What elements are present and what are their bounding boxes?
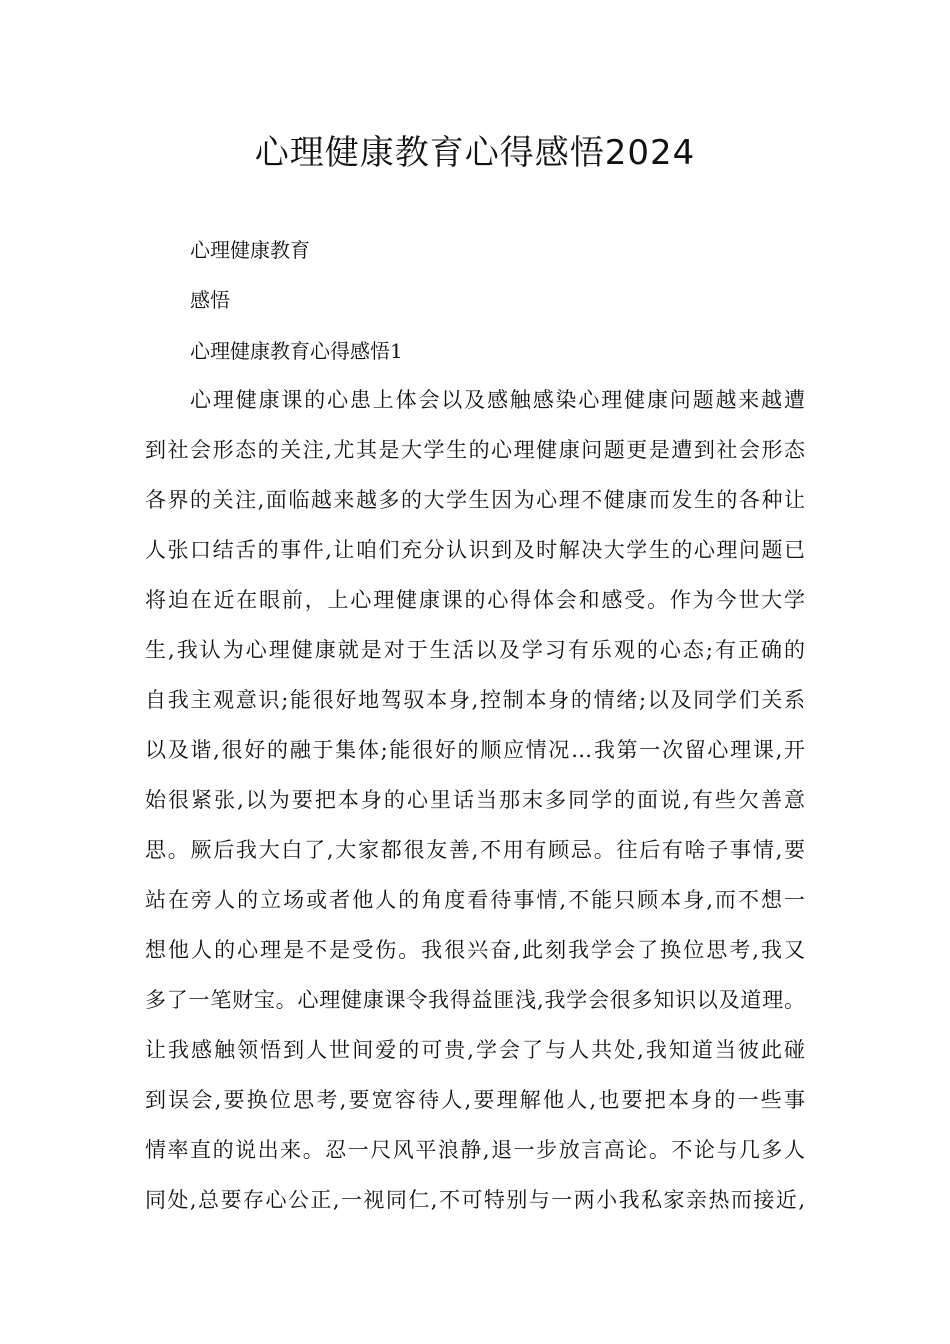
body-line: 自我主观意识;能很好地驾驭本身,控制本身的情绪;以及同学们关系 bbox=[145, 688, 805, 712]
body-line: 思。厥后我大白了,大家都很友善,不用有顾忌。往后有啥子事情,要 bbox=[145, 838, 805, 862]
body-line: 让我感触领悟到人世间爱的可贵,学会了与人共处,我知道当彼此碰 bbox=[145, 1038, 805, 1062]
body-line: 始很紧张,以为要把本身的心里话当那末多同学的面说,有些欠善意 bbox=[145, 788, 805, 812]
body-line: 到社会形态的关注,尤其是大学生的心理健康问题更是遭到社会形态 bbox=[145, 438, 805, 462]
section-heading-1: 心理健康教育 bbox=[190, 238, 310, 262]
body-line: 想他人的心理是不是受伤。我很兴奋,此刻我学会了换位思考,我又 bbox=[145, 938, 805, 962]
body-line: 心理健康课的心患上体会以及感触感染心理健康问题越来越遭 bbox=[190, 388, 805, 412]
body-line: 人张口结舌的事件,让咱们充分认识到及时解决大学生的心理问题已 bbox=[145, 538, 805, 562]
body-line: 各界的关注,面临越来越多的大学生因为心理不健康而发生的各种让 bbox=[145, 488, 805, 512]
body-paragraph bbox=[145, 385, 805, 1235]
section-heading-2: 感悟 bbox=[190, 288, 230, 312]
body-line: 同处,总要存心公正,一视同仁,不可特别与一两小我私家亲热而接近, bbox=[145, 1188, 805, 1212]
body-line: 将迫在近在眼前，上心理健康课的心得体会和感受。作为今世大学 bbox=[145, 588, 805, 612]
body-line: 以及谐,很好的融于集体;能很好的顺应情况…我第一次留心理课,开 bbox=[145, 738, 805, 762]
body-line: 到误会,要换位思考,要宽容待人,要理解他人,也要把本身的一些事 bbox=[145, 1088, 805, 1112]
document-title: 心理健康教育心得感悟2024 bbox=[254, 133, 696, 173]
section-heading-3: 心理健康教育心得感悟1 bbox=[190, 339, 403, 363]
body-line: 生,我认为心理健康就是对于生活以及学习有乐观的心态;有正确的 bbox=[145, 638, 805, 662]
body-line: 情率直的说出来。忍一尺风平浪静,退一步放言高论。不论与几多人 bbox=[145, 1138, 805, 1162]
body-line: 站在旁人的立场或者他人的角度看待事情,不能只顾本身,而不想一 bbox=[145, 888, 805, 912]
body-line: 多了一笔财宝。心理健康课令我得益匪浅,我学会很多知识以及道理。 bbox=[145, 988, 805, 1012]
